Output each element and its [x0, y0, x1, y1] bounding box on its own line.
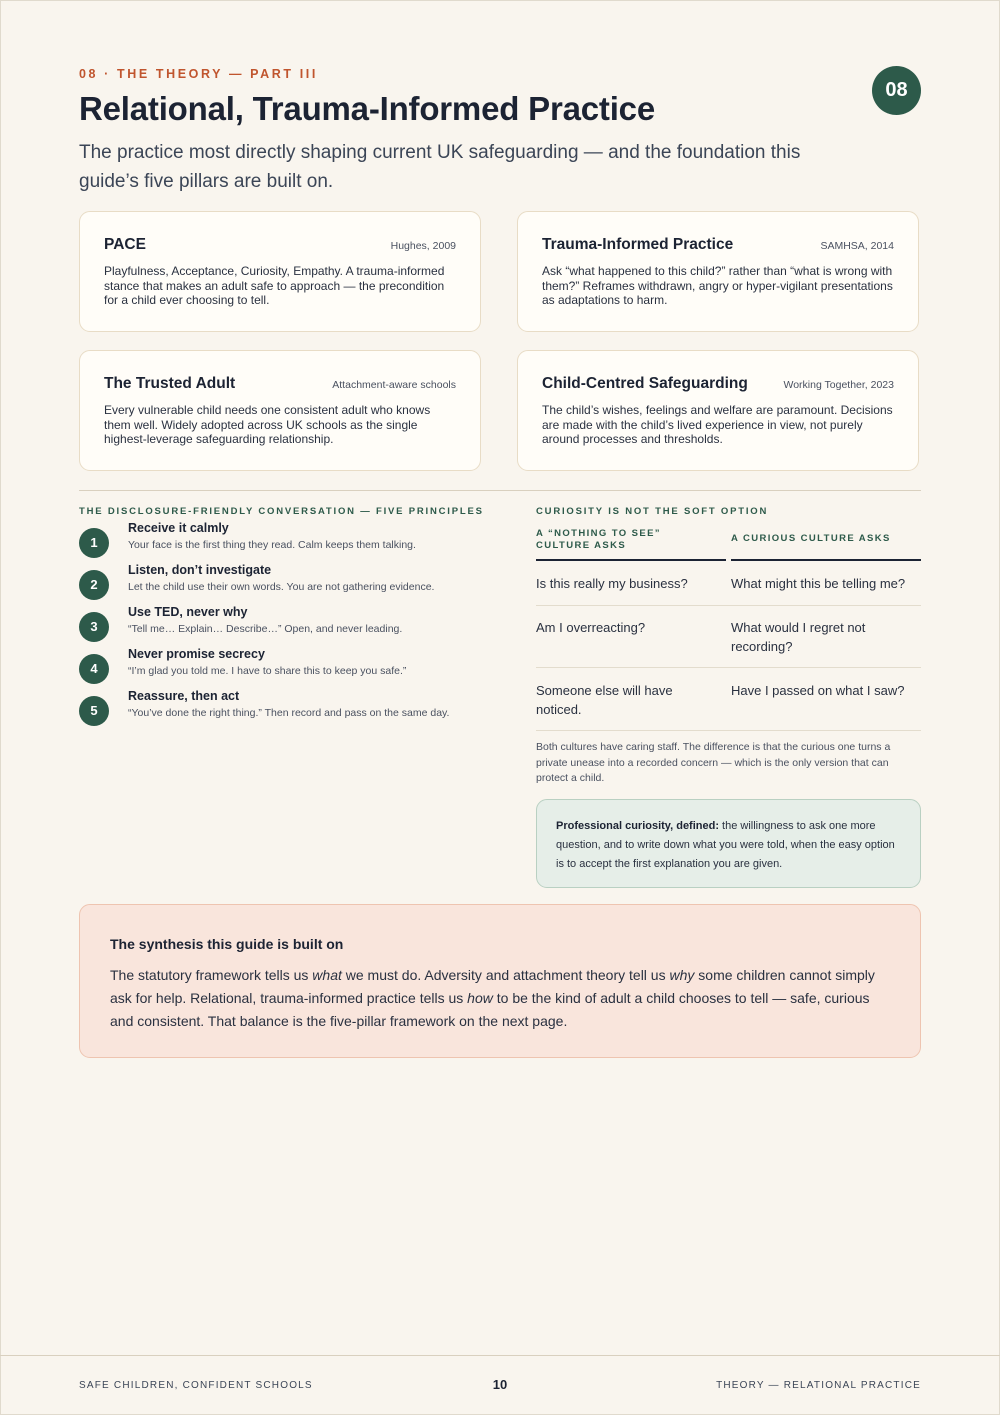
table-cell: Am I overreacting?	[536, 620, 646, 635]
card-source: Hughes, 2009	[390, 240, 456, 252]
synthesis-text: to be the kind of adult a child chooses to tell — safe, curious and consistent. That balance is the five-pillar framework on the next page.	[110, 990, 870, 1029]
step-number: 4	[79, 654, 109, 684]
step-title: Listen, don’t investigate	[128, 563, 272, 577]
synthesis-emphasis: how	[467, 990, 493, 1006]
step-title: Use TED, never why	[128, 605, 248, 619]
step-number: 1	[79, 528, 109, 558]
step-title: Reassure, then act	[128, 689, 240, 703]
table-cell: Have I passed on what I saw?	[731, 683, 905, 698]
comparison-note: Both cultures have caring staff. The difference is that the curious one turns a private unease into a recorded concern — which is the only version that can protect a child.	[536, 741, 891, 784]
step-number: 3	[79, 612, 109, 642]
step-number: 5	[79, 696, 109, 726]
card-source: Working Together, 2023	[783, 379, 894, 391]
step-title: Never promise secrecy	[128, 647, 265, 661]
section-kicker: 08 · THE THEORY — PART III	[79, 67, 318, 81]
card-title: PACE	[104, 236, 146, 253]
card-trusted-adult	[79, 350, 481, 471]
principles-heading: THE DISCLOSURE-FRIENDLY CONVERSATION — FIVE PRINCIPLES	[79, 506, 484, 517]
footer-section: THEORY — RELATIONAL PRACTICE	[716, 1380, 921, 1391]
synthesis-text: we must do. Adversity and attachment theory tell us	[341, 967, 670, 983]
step-title: Receive it calmly	[128, 521, 229, 535]
step-description: “Tell me… Explain… Describe…” Open, and never leading.	[128, 623, 403, 635]
row-divider	[536, 605, 921, 606]
footer-publication: SAFE CHILDREN, CONFIDENT SCHOOLS	[79, 1380, 313, 1391]
page-number: 10	[492, 1377, 508, 1392]
row-divider	[536, 667, 921, 668]
card-title: Child-Centred Safeguarding	[542, 375, 748, 392]
card-title: Trauma-Informed Practice	[542, 236, 734, 253]
card-pace	[79, 211, 481, 332]
row-divider	[536, 730, 921, 731]
step-description: “You’ve done the right thing.” Then record and pass on the same day.	[128, 707, 450, 719]
step-description: Your face is the first thing they read. Calm keeps them talking.	[128, 539, 416, 551]
chapter-badge: 08	[872, 66, 921, 115]
page-subtitle: The practice most directly shaping current UK safeguarding — and the foundation this guide’s five pillars are built on.	[79, 142, 801, 192]
card-body: The child’s wishes, feelings and welfare are paramount. Decisions are made with the child’s lived experience in view, not purely around processes and thresholds.	[542, 403, 893, 446]
card-child-centred	[517, 350, 919, 471]
table-cell: What would I regret not recording?	[731, 620, 866, 654]
definition-text: the willingness to ask one more question, and to write down what you were told, when the easy option is to accept the first explanation you are given.	[556, 820, 895, 870]
table-cell: Someone else will have noticed.	[536, 683, 673, 717]
column-header-nothing-to-see: A “NOTHING TO SEE” CULTURE ASKS	[536, 528, 661, 551]
card-trauma-informed	[517, 211, 919, 332]
definition-callout	[536, 799, 921, 888]
synthesis-text: The statutory framework tells us	[110, 967, 313, 983]
column-rule	[731, 559, 921, 561]
card-body: Ask “what happened to this child?” rather than “what is wrong with them?” Reframes withdrawn, angry or hyper-vigilant presentations as adaptations to harm.	[542, 264, 893, 307]
card-source: SAMHSA, 2014	[820, 240, 894, 252]
card-body: Playfulness, Acceptance, Curiosity, Empathy. A trauma-informed stance that makes an adult safe to approach — the precondition for a child ever choosing to tell.	[104, 264, 445, 307]
curiosity-heading: CURIOSITY IS NOT THE SOFT OPTION	[536, 506, 769, 517]
synthesis-emphasis: why	[669, 967, 695, 983]
synthesis-body	[110, 964, 890, 1033]
synthesis-emphasis: what	[312, 967, 342, 983]
page-title: Relational, Trauma-Informed Practice	[79, 90, 655, 127]
table-cell: What might this be telling me?	[731, 576, 906, 591]
synthesis-text: some children cannot simply ask for help. Relational, trauma-informed practice tells us	[110, 967, 875, 1006]
synthesis-title: The synthesis this guide is built on	[110, 936, 344, 952]
card-body: Every vulnerable child needs one consistent adult who knows them well. Widely adopted across UK schools as the single highest-leverage safeguarding relationship.	[104, 403, 431, 446]
step-description: “I’m glad you told me. I have to share this to keep you safe.”	[128, 665, 407, 677]
definition-label: Professional curiosity, defined:	[556, 820, 719, 832]
column-header-curious: A CURIOUS CULTURE ASKS	[731, 533, 891, 544]
table-cell: Is this really my business?	[536, 576, 688, 591]
section-divider	[79, 490, 921, 491]
card-source: Attachment-aware schools	[332, 379, 456, 391]
synthesis-callout	[79, 904, 921, 1058]
column-rule	[536, 559, 726, 561]
footer-divider	[0, 1355, 1000, 1356]
step-description: Let the child use their own words. You are not gathering evidence.	[128, 581, 435, 593]
card-title: The Trusted Adult	[104, 375, 236, 392]
step-number: 2	[79, 570, 109, 600]
